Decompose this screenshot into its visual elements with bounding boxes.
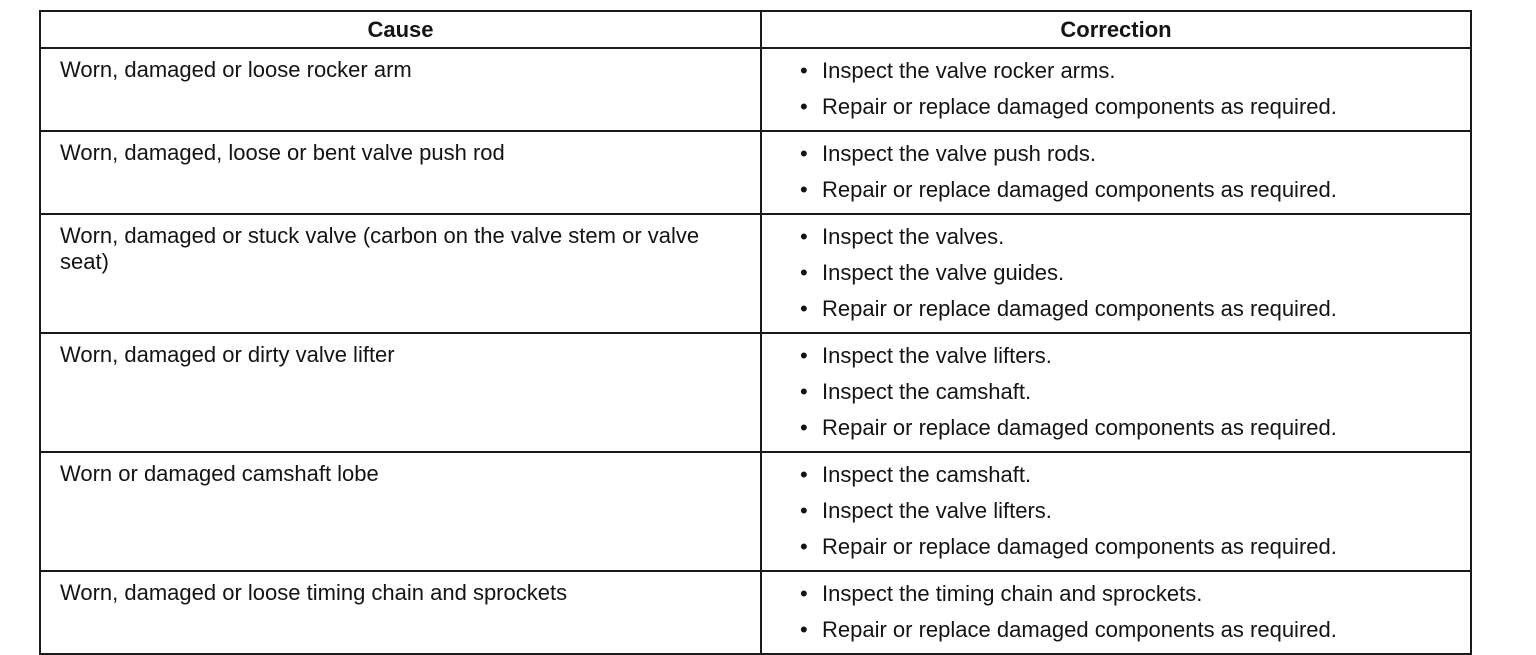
correction-text: Inspect the valve rocker arms. [822, 58, 1116, 83]
bullet-icon: • [800, 141, 808, 166]
correction-item [800, 379, 1450, 415]
bullet-icon: • [800, 498, 808, 523]
correction-text: Repair or replace damaged components as required. [822, 177, 1337, 202]
correction-text: Inspect the valve guides. [822, 260, 1065, 285]
header-row [40, 11, 1471, 48]
bullet-icon: • [800, 617, 808, 642]
correction-item [800, 498, 1450, 534]
cause-cell [40, 214, 761, 333]
table-row [40, 131, 1471, 214]
bullet-icon: • [800, 224, 808, 249]
correction-cell [761, 571, 1471, 654]
correction-list [762, 132, 1470, 213]
correction-item [800, 581, 1450, 617]
correction-text: Repair or replace damaged components as required. [822, 296, 1337, 321]
correction-text: Repair or replace damaged components as required. [822, 94, 1337, 119]
correction-item [800, 534, 1450, 570]
correction-text: Inspect the valve lifters. [822, 343, 1052, 368]
correction-list [762, 49, 1470, 130]
correction-item [800, 617, 1450, 653]
bullet-icon: • [800, 581, 808, 606]
correction-list [762, 334, 1470, 451]
bullet-icon: • [800, 260, 808, 285]
cause-cell [40, 48, 761, 131]
cause-cell [40, 571, 761, 654]
correction-item [800, 94, 1450, 130]
correction-text: Repair or replace damaged components as required. [822, 617, 1337, 642]
bullet-icon: • [800, 415, 808, 440]
table-header [40, 11, 1471, 48]
correction-text: Repair or replace damaged components as required. [822, 415, 1337, 440]
cause-text: Worn, damaged or stuck valve (carbon on the valve stem or valve seat) [60, 223, 700, 274]
table-row [40, 214, 1471, 333]
correction-list [762, 572, 1470, 653]
cause-text: Worn, damaged or loose timing chain and sprockets [60, 580, 568, 605]
correction-cell [761, 452, 1471, 571]
correction-item [800, 177, 1450, 213]
correction-item [800, 343, 1450, 379]
bullet-icon: • [800, 177, 808, 202]
correction-cell [761, 214, 1471, 333]
bullet-icon: • [800, 58, 808, 83]
bullet-icon: • [800, 534, 808, 559]
cause-text: Worn, damaged or dirty valve lifter [60, 342, 395, 367]
cause-cell [40, 333, 761, 452]
cause-text: Worn, damaged or loose rocker arm [60, 57, 412, 82]
bullet-icon: • [800, 462, 808, 487]
correction-list [762, 215, 1470, 332]
correction-cell [761, 131, 1471, 214]
diagnosis-table [39, 10, 1472, 655]
table-row [40, 48, 1471, 131]
correction-item [800, 224, 1450, 260]
correction-cell [761, 333, 1471, 452]
bullet-icon: • [800, 94, 808, 119]
column-header-cause: Cause [40, 11, 761, 48]
table-row [40, 333, 1471, 452]
correction-item [800, 260, 1450, 296]
cause-cell [40, 131, 761, 214]
bullet-icon: • [800, 343, 808, 368]
correction-text: Inspect the timing chain and sprockets. [822, 581, 1203, 606]
table-row [40, 571, 1471, 654]
correction-text: Inspect the valve push rods. [822, 141, 1096, 166]
cause-text: Worn or damaged camshaft lobe [60, 461, 379, 486]
correction-list [762, 453, 1470, 570]
correction-cell [761, 48, 1471, 131]
table-body [40, 48, 1471, 654]
correction-item [800, 58, 1450, 94]
correction-text: Inspect the valve lifters. [822, 498, 1052, 523]
correction-text: Inspect the camshaft. [822, 379, 1032, 404]
correction-text: Inspect the valves. [822, 224, 1005, 249]
cause-cell [40, 452, 761, 571]
correction-text: Inspect the camshaft. [822, 462, 1032, 487]
correction-item [800, 415, 1450, 451]
bullet-icon: • [800, 379, 808, 404]
column-header-correction: Correction [761, 11, 1471, 48]
cause-text: Worn, damaged, loose or bent valve push rod [60, 140, 505, 165]
correction-item [800, 141, 1450, 177]
correction-text: Repair or replace damaged components as required. [822, 534, 1337, 559]
correction-item [800, 296, 1450, 332]
bullet-icon: • [800, 296, 808, 321]
table-row [40, 452, 1471, 571]
correction-item [800, 462, 1450, 498]
